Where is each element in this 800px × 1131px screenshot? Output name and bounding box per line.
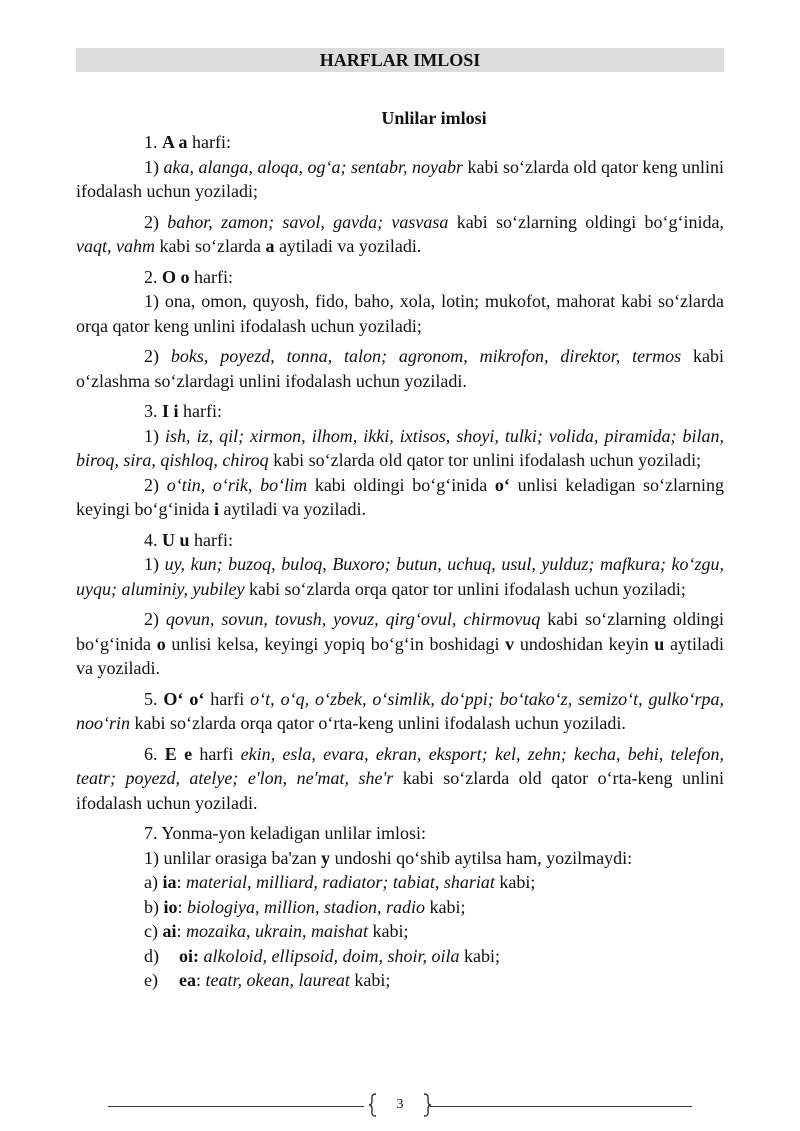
text-run: 3. [144, 401, 162, 421]
text-run: aytiladi va yoziladi. [76, 633, 724, 678]
italic-example: ish, iz, qil; xirmon, ilhom, ikki, ixtisos, shoyi, tulki; volida, piramida; bilan, biroq, sira, qishloq, chiroq [76, 425, 724, 470]
paragraph [76, 155, 724, 204]
text-run: e) [144, 970, 158, 990]
bold-text: ea [179, 970, 196, 990]
paragraph [76, 424, 724, 473]
text-run: a) [144, 872, 163, 892]
text-run: kabi; [459, 945, 501, 966]
text-run: kabi so‘zlarda [154, 236, 266, 256]
text-run: : [196, 970, 206, 990]
paragraph [76, 687, 724, 736]
text-run: 2) [144, 211, 168, 232]
text-run: 7. Yonma-yon keladigan unlilar imlosi: [144, 823, 426, 843]
italic-example: teatr, okean, laureat [205, 970, 350, 990]
italic-example: qovun, sovun, tovush, yovuz, qirg‘ovul, chirmovuq [165, 609, 541, 629]
paragraph [76, 473, 724, 522]
bold-text: O‘ o‘ [163, 688, 205, 709]
italic-example: mozaika, ukrain, maishat [186, 921, 369, 941]
italic-example: boks, poyezd, tonna, talon; agronom, mikrofon, direktor, termos [170, 346, 682, 366]
bold-text: v [505, 633, 515, 654]
page-header-title: HARFLAR IMLOSI [319, 50, 481, 70]
text-run: kabi so‘zlarda orqa qator o‘rta-keng unlini ifodalash uchun yoziladi. [130, 713, 626, 733]
paragraph [76, 944, 724, 969]
page-number: 3 [396, 1097, 404, 1112]
paragraph [76, 552, 724, 601]
text-run: harfi [204, 688, 251, 709]
bold-text: o [156, 633, 166, 654]
text-run: kabi; [349, 970, 391, 990]
bold-text: A a [162, 132, 188, 152]
bold-text: a [265, 236, 275, 256]
bold-text: I i [162, 401, 179, 421]
italic-example: material, milliard, radiator; tabiat, shariat [186, 872, 495, 892]
italic-example: alkoloid, ellipsoid, doim, shoir, oila [203, 945, 460, 966]
left-brace-icon [368, 1093, 378, 1117]
paragraph [76, 870, 724, 895]
text-run: 2) [144, 609, 166, 629]
bold-text: E e [164, 743, 193, 764]
text-run: 1) ona, omon, quyosh, fido, baho, xola, lotin; mukofot, mahorat kabi so‘zlarda orqa qator keng unlini ifodalash uchun yoziladi; [76, 291, 724, 336]
bold-text: o‘ [494, 474, 510, 495]
text-run: undoshidan keyin [514, 633, 655, 654]
text-run: aytiladi va yoziladi. [274, 236, 422, 256]
paragraph [76, 399, 724, 424]
text-run: 1. [144, 132, 162, 152]
paragraph [76, 895, 724, 920]
body-text [76, 130, 724, 993]
italic-example: o‘tin, o‘rik, bo‘lim [166, 474, 308, 495]
paragraph [76, 265, 724, 290]
italic-example: o‘t, o‘q, o‘zbek, o‘simlik, do‘ppi; bo‘tako‘z, semizo‘t, gulko‘rpa, noo‘rin [76, 688, 725, 733]
bold-text: ai [162, 921, 177, 941]
italic-example: ekin, esla, evara, ekran, eksport; kel, zehn; kecha, behi, telefon, teatr; poyezd, atelye; e'lon, ne'mat, she'r [76, 743, 724, 788]
bold-text: y [321, 847, 331, 868]
italic-example: vaqt, vahm [76, 236, 155, 256]
text-run: unlisi kelsa, keyingi yopiq bo‘g‘in boshidagi [165, 633, 506, 654]
footer-rule-right [430, 1106, 692, 1107]
text-run: : [176, 872, 187, 892]
footer-rule-left [108, 1106, 364, 1107]
text-run: 6. [144, 743, 165, 764]
text-run: harfi: [187, 132, 231, 152]
text-run: unlisi keladigan so‘zlarning keyingi bo‘g‘inida [76, 474, 724, 519]
text-run: kabi; [494, 872, 536, 892]
paragraph [76, 846, 724, 871]
text-run: : [176, 921, 187, 941]
text-run: harfi [192, 743, 241, 764]
bold-text: i [213, 499, 219, 519]
section-title: Unlilar imlosi [381, 108, 487, 128]
paragraph [76, 742, 724, 816]
bold-text: ia [162, 872, 177, 892]
text-run: 1) [144, 156, 164, 177]
right-brace-icon [422, 1093, 432, 1117]
text-run: harfi: [189, 266, 233, 287]
paragraph [76, 289, 724, 338]
text-run: kabi o‘zlashma so‘zlardagi unlini ifodalash uchun yoziladi. [76, 346, 724, 391]
italic-example: bahor, zamon; savol, gavda; vasvasa [167, 211, 449, 232]
bold-text: oi: [179, 945, 199, 966]
text-run: harfi: [189, 529, 233, 550]
text-run: 4. [144, 529, 162, 550]
text-run: undoshi qo‘shib aytilsa ham, yozilmaydi: [330, 847, 633, 868]
text-run: 2. [144, 266, 162, 287]
italic-example: aka, alanga, aloqa, og‘a; sentabr, noyabr [163, 156, 464, 177]
text-run: aytiladi va yoziladi. [219, 499, 366, 519]
text-run: kabi; [368, 921, 409, 941]
bold-text: U u [162, 529, 190, 550]
text-run: kabi so‘zlarda old qator tor unlini ifodalash uchun yoziladi; [268, 450, 702, 470]
bold-text: u [654, 633, 665, 654]
paragraph [76, 968, 724, 993]
text-run: 1) [144, 425, 166, 446]
paragraph [76, 607, 724, 681]
paragraph [76, 130, 724, 155]
page-footer [108, 1093, 692, 1119]
bold-text: io [163, 896, 178, 917]
text-run: harfi: [178, 401, 222, 421]
text-run: 5. [144, 688, 164, 709]
text-run: kabi so‘zlarda orqa qator tor unlini ifodalash uchun yoziladi; [244, 578, 686, 599]
text-run: kabi so‘zlarda old qator keng unlini ifodalash uchun yoziladi; [76, 156, 725, 201]
text-run: 1) unlilar orasiga ba'zan [144, 847, 322, 868]
text-run: kabi so‘zlarda old qator o‘rta-keng unlini ifodalash uchun yoziladi. [76, 768, 724, 813]
text-run: kabi; [425, 896, 466, 917]
paragraph [76, 528, 724, 553]
text-run: c) [144, 921, 163, 941]
paragraph [76, 210, 724, 259]
text-run: 2) [144, 474, 167, 495]
bold-text: O o [162, 266, 190, 287]
text-run: kabi so‘zlarning oldingi bo‘g‘inida, [448, 211, 724, 232]
text-run: b) [144, 896, 164, 917]
italic-example: uy, kun; buzoq, buloq, Buxoro; butun, uchuq, usul, yulduz; mafkura; ko‘zgu, uyqu; aluminiy, yubiley [76, 554, 724, 599]
paragraph [76, 821, 724, 846]
text-run: d) [144, 945, 159, 966]
text-run: 1) [144, 554, 165, 574]
text-run: kabi so‘zlarning oldingi bo‘g‘inida [76, 609, 724, 654]
paragraph [76, 344, 724, 393]
italic-example: biologiya, million, stadion, radio [187, 896, 426, 917]
text-run: : [177, 896, 188, 917]
text-run: kabi oldingi bo‘g‘inida [307, 474, 495, 495]
text-run: 2) [144, 346, 171, 366]
paragraph [76, 919, 724, 944]
